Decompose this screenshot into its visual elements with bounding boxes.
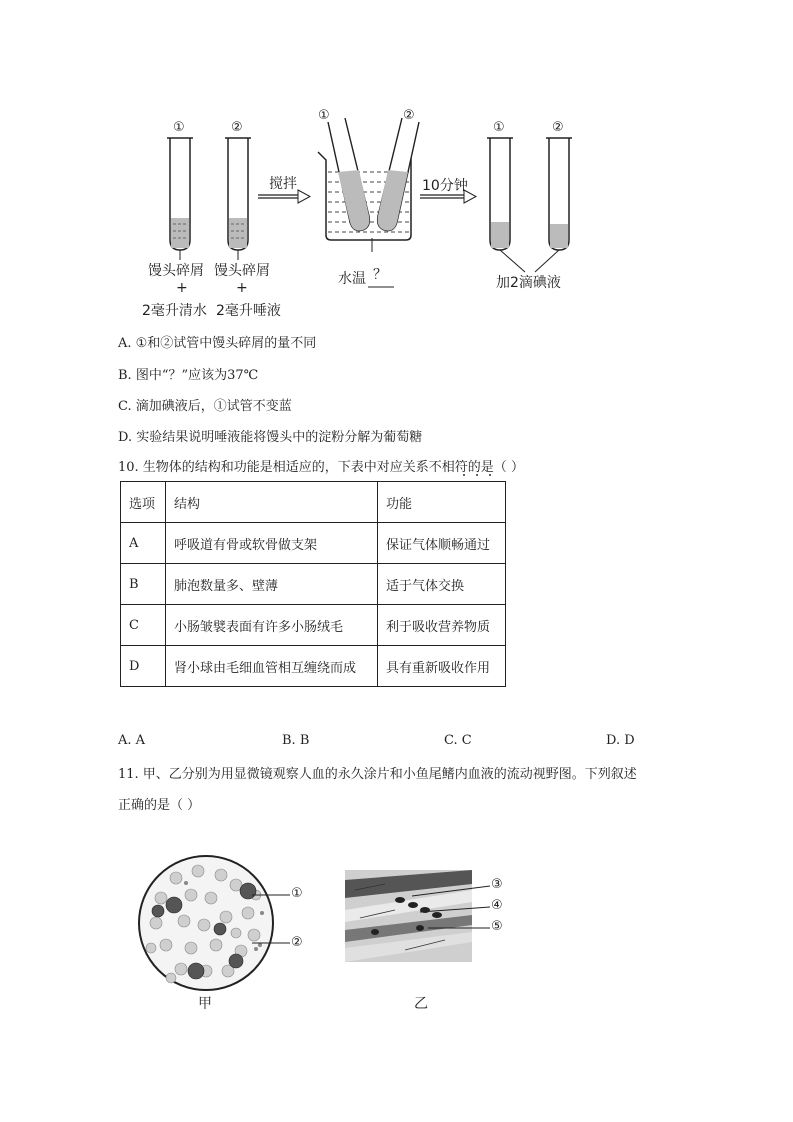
table-cell: 适于气体交换 [378, 564, 506, 605]
marker-4: ④ [491, 898, 503, 913]
q10-table [120, 481, 506, 687]
result-tube2-number: ② [552, 120, 564, 135]
table-cell: 具有重新吸收作用 [378, 646, 506, 687]
test-tube-1 [167, 138, 193, 260]
tube1-plus: + [176, 280, 188, 296]
q9-option-c: C. 滴加碘液后，①试管不变蓝 [118, 399, 292, 414]
tube2-number: ② [231, 120, 243, 135]
q10-option-a: A. A [118, 733, 146, 748]
ten-minute-label: 10分钟 [422, 178, 468, 194]
table-cell: 肾小球由毛细血管相互缠绕而成 [166, 646, 378, 687]
q10-option-d: D. D [606, 733, 635, 748]
table-cell: C [121, 605, 166, 646]
table-row [121, 646, 506, 687]
tube1-number: ① [173, 120, 185, 135]
marker-2: ② [291, 935, 303, 950]
q11-question-line1: 11. 甲、乙分别为用显微镜观察人血的永久涂片和小鱼尾鳍内血液的流动视野图。下列叙述 [118, 767, 637, 782]
fig-right-label: 乙 [414, 996, 428, 1012]
tube2-content-line2: 2毫升唾液 [216, 303, 281, 319]
left-marker-lines [250, 885, 295, 955]
q9-option-d: D. 实验结果说明唾液能将馒头中的淀粉分解为葡萄糖 [118, 430, 423, 445]
stir-label: 搅拌 [269, 176, 297, 192]
tube1-content-line2: 2毫升清水 [142, 303, 207, 319]
result-tube-1 [487, 138, 513, 250]
table-header-cell: 功能 [378, 482, 506, 523]
beaker-tube2-number: ② [403, 108, 415, 123]
q11-question-line2: 正确的是（ ） [118, 798, 201, 813]
water-temp-label: 水温 [338, 271, 366, 287]
q9-option-a: A. ①和②试管中馒头碎屑的量不同 [118, 336, 317, 351]
marker-1: ① [291, 886, 303, 901]
tube2-content-line1: 馒头碎屑 [214, 263, 270, 279]
q10-option-c: C. C [444, 733, 472, 748]
table-cell: B [121, 564, 166, 605]
table-cell: D [121, 646, 166, 687]
iodine-label: 加2滴碘液 [496, 275, 561, 291]
tube2-plus: + [236, 280, 248, 296]
table-cell: 小肠皱襞表面有许多小肠绒毛 [166, 605, 378, 646]
water-bath-beaker [318, 118, 419, 287]
table-row [121, 523, 506, 564]
fig-left-label: 甲 [198, 996, 212, 1012]
q10-option-b: B. B [282, 733, 310, 748]
table-cell: 呼吸道有骨或软骨做支架 [166, 523, 378, 564]
marker-5: ⑤ [491, 919, 503, 934]
table-cell: 利于吸收营养物质 [378, 605, 506, 646]
test-tube-2 [225, 138, 251, 260]
q10-question: 10. 生物体的结构和功能是相适应的，下表中对应关系不相符的是（ ） [118, 460, 524, 475]
water-temp-question: ？ [373, 267, 387, 283]
table-cell: 保证气体顺畅通过 [378, 523, 506, 564]
tube1-content-line1: 馒头碎屑 [148, 263, 204, 279]
table-header-row [121, 482, 506, 523]
table-row [121, 605, 506, 646]
table-header-cell: 结构 [166, 482, 378, 523]
beaker-tube1-number: ① [318, 108, 330, 123]
right-marker-lines [410, 880, 500, 940]
table-cell: A [121, 523, 166, 564]
table-row [121, 564, 506, 605]
result-tube1-number: ① [493, 120, 505, 135]
table-cell: 肺泡数量多、壁薄 [166, 564, 378, 605]
q9-option-b: B. 图中“？”应该为37℃ [118, 368, 259, 383]
result-tube-2 [500, 138, 572, 272]
marker-3: ③ [491, 877, 503, 892]
table-header-cell: 选项 [121, 482, 166, 523]
